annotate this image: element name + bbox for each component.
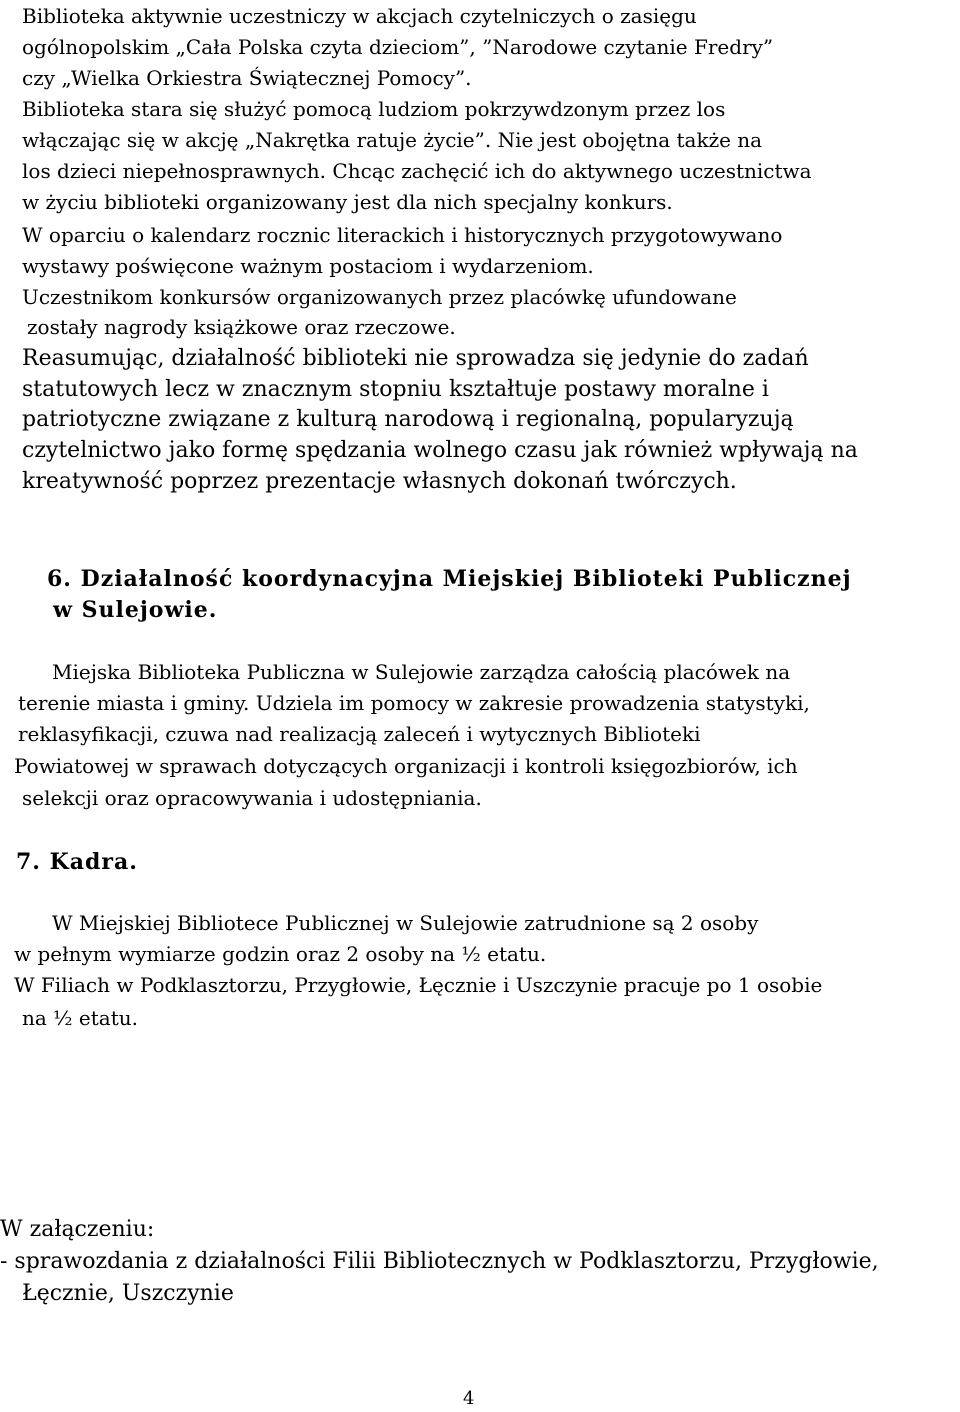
text-line: patriotyczne związane z kulturą narodową i regionalną, popularyzują <box>22 407 794 432</box>
text-line: kreatywność poprzez prezentacje własnych dokonań twórczych. <box>22 469 737 494</box>
text-line: statutowych lecz w znacznym stopniu kształtuje postawy moralne i <box>22 377 769 402</box>
page-number: 4 <box>463 1388 475 1409</box>
text-line: W oparciu o kalendarz rocznic literackich i historycznych przygotowywano <box>22 223 783 247</box>
text-line: los dzieci niepełnosprawnych. Chcąc zachęcić ich do aktywnego uczestnictwa <box>22 159 812 183</box>
text-line: na ½ etatu. <box>22 1006 138 1030</box>
text-line: Uczestnikom konkursów organizowanych przez placówkę ufundowane <box>22 285 737 309</box>
text-line: czy „Wielka Orkiestra Świątecznej Pomocy”. <box>22 66 472 90</box>
text-line: reklasyfikacji, czuwa nad realizacją zaleceń i wytycznych Biblioteki <box>18 722 701 746</box>
text-line: selekcji oraz opracowywania i udostępniania. <box>22 786 482 810</box>
text-line: terenie miasta i gminy. Udziela im pomocy w zakresie prowadzenia statystyki, <box>18 691 810 715</box>
attachment-item: - sprawozdania z działalności Filii Bibliotecznych w Podklasztorzu, Przygłowie, <box>0 1249 879 1274</box>
attachments-label: W załączeniu: <box>0 1217 155 1242</box>
attachment-item: Łęcznie, Uszczynie <box>22 1281 234 1306</box>
text-line: w życiu biblioteki organizowany jest dla nich specjalny konkurs. <box>22 190 673 214</box>
text-line: Reasumując, działalność biblioteki nie sprowadza się jedynie do zadań <box>22 346 809 371</box>
text-line: wystawy poświęcone ważnym postaciom i wydarzeniom. <box>22 254 594 278</box>
text-line: czytelnictwo jako formę spędzania wolnego czasu jak również wpływają na <box>22 438 858 463</box>
text-line: W Miejskiej Bibliotece Publicznej w Sulejowie zatrudnione są 2 osoby <box>52 911 759 935</box>
text-line: zostały nagrody książkowe oraz rzeczowe. <box>27 315 456 339</box>
text-line: W Filiach w Podklasztorzu, Przygłowie, Łęcznie i Uszczynie pracuje po 1 osobie <box>14 973 823 997</box>
text-line: ogólnopolskim „Cała Polska czyta dzieciom”, ”Narodowe czytanie Fredry” <box>22 35 774 59</box>
text-line: Biblioteka aktywnie uczestniczy w akcjach czytelniczych o zasięgu <box>22 4 697 28</box>
section-heading: 6. Działalność koordynacyjna Miejskiej Biblioteki Publicznej <box>47 566 852 592</box>
text-line: w pełnym wymiarze godzin oraz 2 osoby na ½ etatu. <box>14 942 547 966</box>
section-heading: w Sulejowie. <box>53 597 218 623</box>
text-line: Powiatowej w sprawach dotyczących organizacji i kontroli księgozbiorów, ich <box>14 754 798 778</box>
text-line: Miejska Biblioteka Publiczna w Sulejowie zarządza całością placówek na <box>52 660 791 684</box>
text-line: Biblioteka stara się służyć pomocą ludziom pokrzywdzonym przez los <box>22 97 726 121</box>
text-line: włączając się w akcję „Nakrętka ratuje życie”. Nie jest obojętna także na <box>22 128 763 152</box>
section-heading: 7. Kadra. <box>16 849 138 875</box>
